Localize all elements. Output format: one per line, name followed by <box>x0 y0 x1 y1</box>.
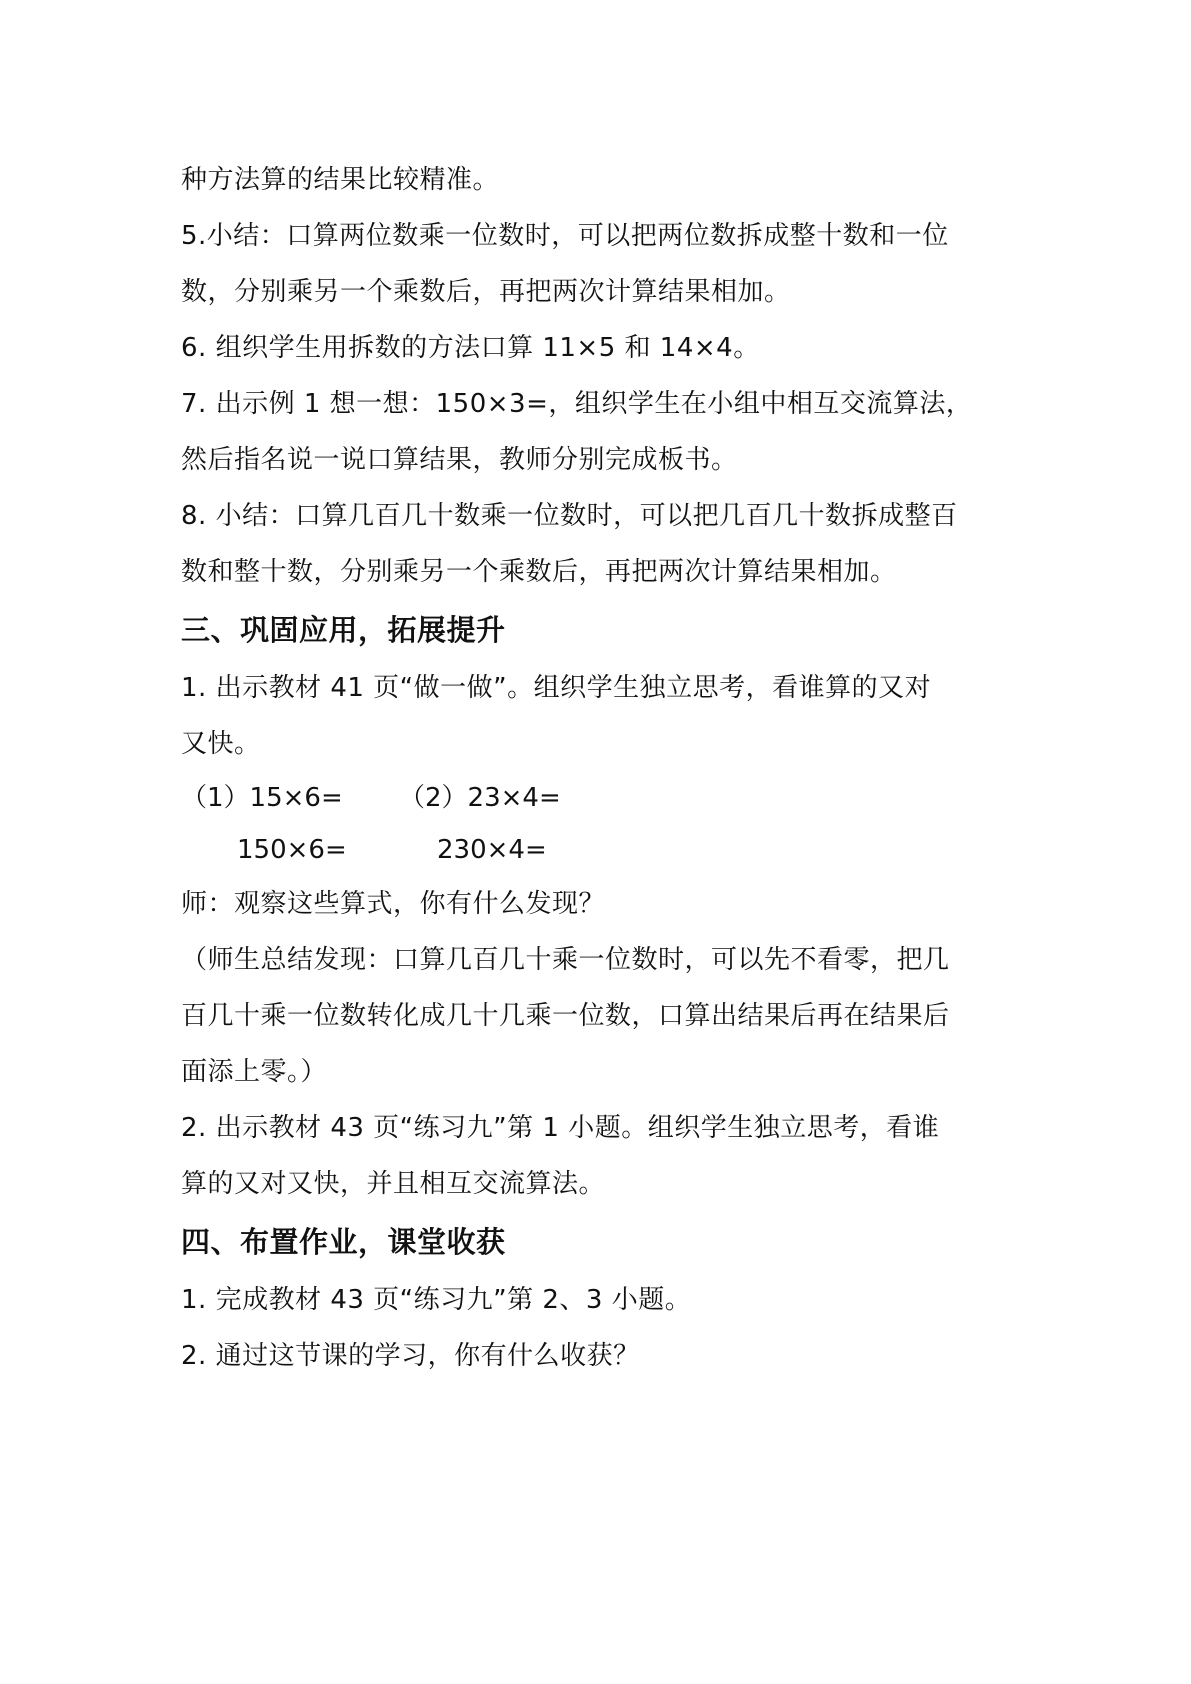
text-line: 数，分别乘另一个乘数后，再把两次计算结果相加。 <box>181 277 791 307</box>
text-line: 1. 完成教材 43 页“练习九”第 2、3 小题。 <box>181 1285 692 1315</box>
text-line: 2. 出示教材 43 页“练习九”第 1 小题。组织学生独立思考，看谁 <box>181 1113 940 1143</box>
text-line: 8. 小结：口算几百几十数乘一位数时，可以把几百几十数拆成整百 <box>181 501 958 531</box>
text-line: 种方法算的结果比较精准。 <box>181 165 500 195</box>
text-line: 数和整十数，分别乘另一个乘数后，再把两次计算结果相加。 <box>181 557 897 587</box>
section-heading-consolidate: 三、巩固应用，拓展提升 <box>181 613 506 647</box>
exercise-row-2 <box>181 824 1021 876</box>
text-line: 又快。 <box>181 729 261 759</box>
exercise-2b: 230×4= <box>437 835 547 865</box>
text-line: 百几十乘一位数转化成几十几乘一位数，口算出结果后再在结果后 <box>181 1001 950 1031</box>
text-line: 2. 通过这节课的学习，你有什么收获？ <box>181 1341 640 1371</box>
exercise-2a: （2）23×4= <box>399 783 561 813</box>
document-body <box>181 152 1021 1384</box>
text-line: 然后指名说一说口算结果，教师分别完成板书。 <box>181 445 738 475</box>
exercise-1b: 150×6= <box>237 835 347 865</box>
exercise-row-1 <box>181 772 1021 824</box>
text-line: 6. 组织学生用拆数的方法口算 11×5 和 14×4。 <box>181 333 760 363</box>
section-heading-homework: 四、布置作业，课堂收获 <box>181 1225 506 1259</box>
text-line: 5.小结：口算两位数乘一位数时，可以把两位数拆成整十数和一位 <box>181 221 949 251</box>
text-line: （师生总结发现：口算几百几十乘一位数时，可以先不看零，把几 <box>181 945 950 975</box>
text-line: 7. 出示例 1 想一想：150×3=，组织学生在小组中相互交流算法， <box>181 389 973 419</box>
text-line: 师：观察这些算式，你有什么发现？ <box>181 889 606 919</box>
text-line: 1. 出示教材 41 页“做一做”。组织学生独立思考，看谁算的又对 <box>181 673 932 703</box>
text-line: 面添上零。） <box>181 1057 328 1087</box>
exercise-1a: （1）15×6= <box>181 783 343 813</box>
text-line: 算的又对又快，并且相互交流算法。 <box>181 1169 606 1199</box>
